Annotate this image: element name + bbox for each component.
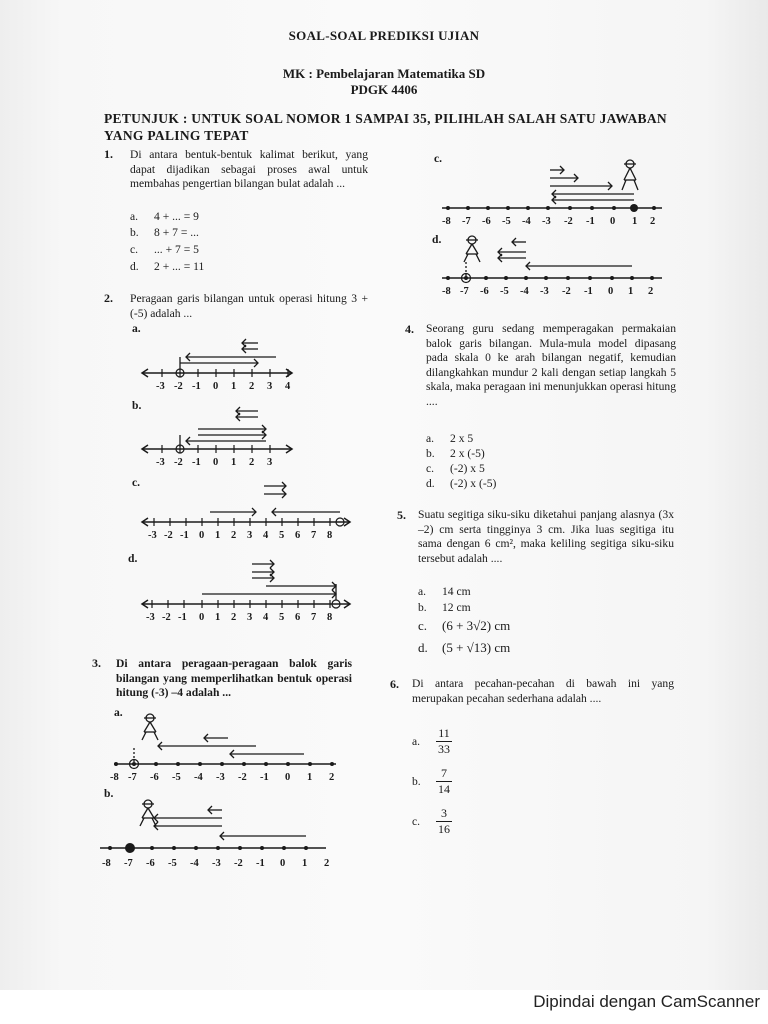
q6-text: Di antara pecahan-pecahan di bawah ini yang merupakan pecahan sederhana adalah .... (412, 677, 674, 705)
q2d-arrows (202, 560, 336, 600)
q3d-arrows (466, 238, 632, 278)
svg-text:2: 2 (231, 530, 237, 541)
svg-text:0: 0 (285, 772, 291, 783)
svg-text:-8: -8 (110, 772, 119, 783)
svg-text:0: 0 (213, 457, 219, 468)
svg-text:3: 3 (247, 612, 253, 623)
svg-text:1: 1 (307, 772, 313, 783)
q2c-number-line-figure (140, 480, 360, 542)
svg-text:-1: -1 (180, 530, 189, 541)
svg-text:8: 8 (327, 530, 333, 541)
q3c-number-line-figure (440, 156, 670, 228)
q3a-arrows (134, 734, 304, 764)
svg-text:8: 8 (327, 612, 333, 623)
svg-text:-7: -7 (460, 286, 469, 297)
svg-text:-3: -3 (156, 457, 165, 468)
svg-text:-5: -5 (500, 286, 509, 297)
svg-text:-3: -3 (542, 216, 551, 227)
svg-text:-3: -3 (216, 772, 225, 783)
svg-text:0: 0 (608, 286, 614, 297)
svg-text:2: 2 (329, 772, 335, 783)
svg-text:-3: -3 (146, 612, 155, 623)
svg-text:-3: -3 (148, 530, 157, 541)
svg-text:-1: -1 (260, 772, 269, 783)
course-name: MK : Pembelajaran Matematika SD (282, 66, 486, 81)
q5-text: Suatu segitiga siku-siku diketahui panjang alasnya (3x –2) cm serta tingginya 3 cm. Jika luas segitiga itu sama dengan 6 cm², maka keliling segitiga siku-siku tersebut adalah .... (418, 508, 674, 565)
q3d-tick-labels (442, 286, 653, 297)
q5-option-a: a. 14 cm (418, 585, 471, 598)
exam-title: SOAL-SOAL PREDIKSI UJIAN (288, 28, 480, 43)
svg-text:-7: -7 (462, 216, 471, 227)
svg-text:-6: -6 (150, 772, 159, 783)
q4-option-b: b. 2 x (-5) (426, 447, 485, 460)
q2c-tick-labels (148, 530, 332, 541)
camscanner-watermark: Dipindai dengan CamScanner (533, 992, 760, 1011)
person-icon (142, 714, 158, 740)
svg-text:-1: -1 (256, 858, 265, 869)
q3-label-b: b. (104, 787, 114, 800)
svg-text:1: 1 (632, 216, 638, 227)
svg-text:7: 7 (311, 612, 317, 623)
svg-text:-4: -4 (194, 772, 203, 783)
q5-option-d: d. (5 + √13) cm (418, 640, 511, 655)
svg-text:-6: -6 (146, 858, 155, 869)
q6-fraction-c: $\frac{3}{16}$ (438, 806, 450, 836)
q2-text: Peragaan garis bilangan untuk operasi hitung 3 + (-5) adalah ... (130, 292, 368, 320)
svg-text:-2: -2 (174, 457, 183, 468)
svg-text:-3: -3 (156, 381, 165, 392)
q4-text: Seorang guru sedang memperagakan permakaian balok garis bilangan. Mula-mula model dipasang pada skala 0 ke arah bilangan negatif, kemudian dilangkahkan mundur 2 kali dengan setiap langkah 5 skala, maka peragaan ini menunjukkan operasi hitung .... (426, 322, 676, 408)
svg-text:2: 2 (324, 858, 330, 869)
q1-number: 1. (104, 147, 113, 161)
q2c-arrows (210, 482, 340, 516)
svg-text:-3: -3 (212, 858, 221, 869)
q2d-number-line-figure (140, 556, 360, 626)
svg-text:-2: -2 (234, 858, 243, 869)
q3b-tick-labels (102, 858, 329, 869)
q2-number: 2. (104, 291, 113, 305)
q4-option-c: c. (-2) x 5 (426, 462, 485, 475)
svg-text:-5: -5 (172, 772, 181, 783)
q1-option-a: a. 4 + ... = 9 (130, 210, 199, 223)
svg-text:-6: -6 (482, 216, 491, 227)
q4-option-a: a. 2 x 5 (426, 432, 474, 445)
q3-label-a: a. (114, 706, 123, 719)
svg-text:3: 3 (247, 530, 253, 541)
svg-text:2: 2 (249, 381, 255, 392)
q3b-number-line-figure (98, 796, 338, 872)
svg-text:-1: -1 (192, 381, 201, 392)
svg-text:1: 1 (231, 457, 237, 468)
svg-text:1: 1 (215, 612, 221, 623)
q1-option-c: c. ... + 7 = 5 (130, 243, 199, 256)
svg-text:2: 2 (648, 286, 654, 297)
q6-option-a: a. $\frac{11}{33}$ (412, 726, 450, 756)
svg-text:-4: -4 (520, 286, 529, 297)
q5-number: 5. (397, 508, 406, 522)
svg-text:2: 2 (650, 216, 656, 227)
q3a-tick-labels (110, 772, 334, 783)
svg-text:-5: -5 (168, 858, 177, 869)
q2b-tick-labels (156, 457, 272, 468)
svg-text:0: 0 (610, 216, 616, 227)
q6-fraction-b: $\frac{7}{14}$ (438, 766, 450, 796)
q6-fraction-a: $\frac{11}{33}$ (438, 726, 450, 756)
svg-text:5: 5 (279, 530, 285, 541)
svg-text:-4: -4 (190, 858, 199, 869)
q2-label-d: d. (128, 552, 138, 565)
q5-option-b: b. 12 cm (418, 601, 471, 614)
q1-text: Di antara bentuk-bentuk kalimat berikut, yang dapat dijadikan sebagai proses awal untuk membahas pengertian bilangan bulat adalah ... (130, 148, 368, 190)
svg-text:1: 1 (628, 286, 634, 297)
svg-text:-2: -2 (174, 381, 183, 392)
svg-text:2: 2 (249, 457, 255, 468)
svg-text:1: 1 (215, 530, 221, 541)
svg-text:-2: -2 (164, 530, 173, 541)
svg-text:3: 3 (267, 381, 273, 392)
svg-text:-3: -3 (540, 286, 549, 297)
instructions: PETUNJUK : UNTUK SOAL NOMOR 1 SAMPAI 35, PILIHLAH SALAH SATU JAWABAN YANG PALING TEPAT (104, 111, 667, 143)
course-code: PDGK 4406 (350, 82, 418, 97)
q6-option-b: b. $\frac{7}{14}$ (412, 766, 450, 796)
svg-text:0: 0 (280, 858, 286, 869)
q3c-arrows (550, 166, 634, 204)
q2b-number-line-figure (140, 403, 300, 469)
q3b-arrows (154, 806, 306, 840)
person-icon (464, 236, 480, 262)
svg-text:2: 2 (231, 612, 237, 623)
svg-text:-2: -2 (562, 286, 571, 297)
svg-text:0: 0 (213, 381, 219, 392)
q4-number: 4. (405, 322, 414, 336)
q3-label-d: d. (432, 233, 442, 246)
q2a-arrows (180, 339, 276, 369)
svg-text:5: 5 (279, 612, 285, 623)
svg-text:-8: -8 (442, 216, 451, 227)
q4-option-d: d. (-2) x (-5) (426, 477, 497, 490)
svg-text:4: 4 (285, 381, 291, 392)
person-icon (622, 160, 638, 190)
svg-text:-1: -1 (192, 457, 201, 468)
svg-text:0: 0 (199, 612, 205, 623)
svg-text:1: 1 (231, 381, 237, 392)
q1-option-b: b. 8 + 7 = ... (130, 226, 199, 239)
svg-text:-1: -1 (584, 286, 593, 297)
svg-text:7: 7 (311, 530, 317, 541)
svg-text:0: 0 (199, 530, 205, 541)
svg-text:-8: -8 (442, 286, 451, 297)
q3-number: 3. (92, 656, 101, 670)
svg-text:4: 4 (263, 612, 269, 623)
q3-text: Di antara peragaan-peragaan balok garis bilangan yang memperlihatkan bentuk operasi hitung (-3) –4 adalah ... (116, 657, 352, 699)
svg-text:1: 1 (302, 858, 308, 869)
svg-text:-6: -6 (480, 286, 489, 297)
q2a-tick-labels (156, 381, 291, 392)
q3-label-c: c. (434, 152, 443, 165)
svg-text:-4: -4 (522, 216, 531, 227)
q2-label-c: c. (132, 476, 141, 489)
svg-text:-2: -2 (238, 772, 247, 783)
svg-text:-5: -5 (502, 216, 511, 227)
svg-text:-2: -2 (564, 216, 573, 227)
q3a-number-line-figure (108, 712, 348, 788)
svg-text:6: 6 (295, 530, 301, 541)
svg-text:-2: -2 (162, 612, 171, 623)
q6-option-c: c. $\frac{3}{16}$ (412, 806, 450, 836)
q2d-tick-labels (146, 612, 332, 623)
q3c-tick-labels (442, 216, 655, 227)
q2a-number-line-figure (140, 335, 300, 395)
q2b-arrows (180, 407, 266, 447)
svg-text:-1: -1 (178, 612, 187, 623)
svg-text:6: 6 (295, 612, 301, 623)
person-icon (140, 800, 156, 826)
q1-option-d: d. 2 + ... = 11 (130, 260, 205, 273)
q2-label-a: a. (132, 322, 141, 335)
q2-label-b: b. (132, 399, 142, 412)
q6-number: 6. (390, 677, 399, 691)
svg-text:-8: -8 (102, 858, 111, 869)
q5-option-c: c. (6 + 3√2) cm (418, 618, 511, 633)
svg-text:-7: -7 (128, 772, 137, 783)
svg-text:-7: -7 (124, 858, 133, 869)
q3d-number-line-figure (440, 232, 670, 300)
svg-text:3: 3 (267, 457, 273, 468)
svg-text:-1: -1 (586, 216, 595, 227)
svg-text:4: 4 (263, 530, 269, 541)
